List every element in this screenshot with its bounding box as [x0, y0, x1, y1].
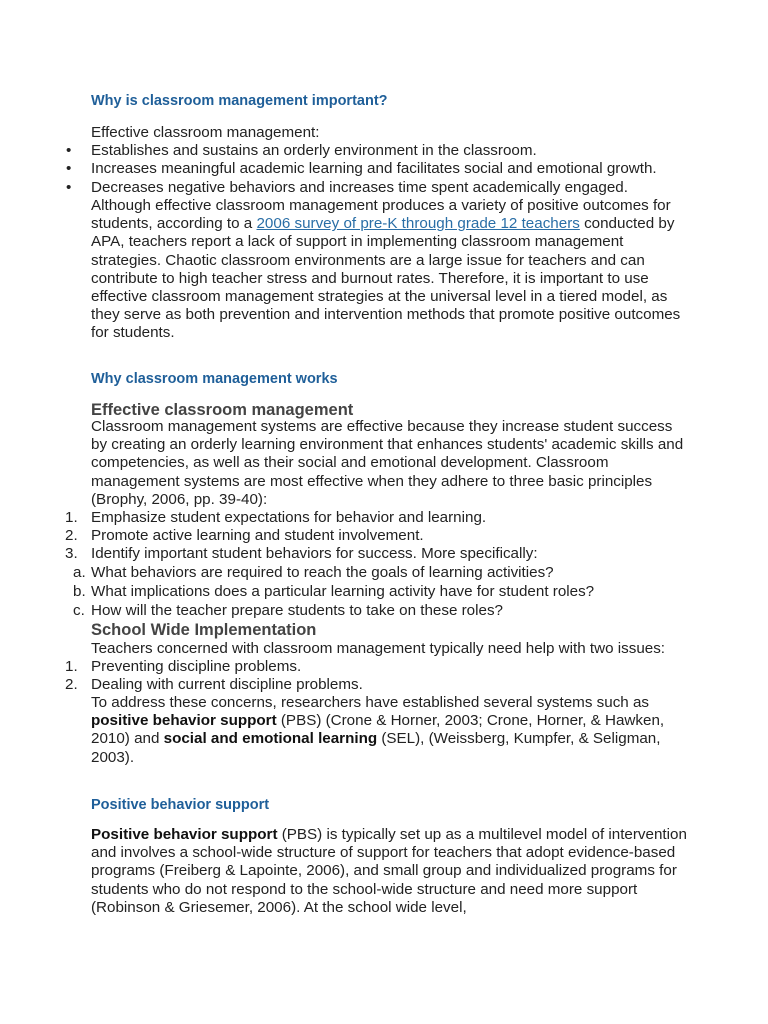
list-text: What implications does a particular learning activity have for student roles? [91, 583, 595, 600]
list-item [0, 160, 768, 178]
issues-intro: Teachers concerned with classroom management typically need help with two issues: [91, 640, 666, 657]
list-text: Identify important student behaviors for success. More specifically: [91, 545, 538, 562]
section-heading-pbs: Positive behavior support [91, 797, 270, 813]
list-item [0, 545, 768, 563]
bullet-icon: • [66, 179, 72, 196]
bold-term-sel: social and emotional learning [163, 730, 378, 748]
list-number: 2. [65, 527, 78, 544]
list-item [0, 527, 768, 545]
bold-term-pbs: Positive behavior support [91, 826, 278, 843]
apa-survey-paragraph [91, 197, 686, 343]
list-letter: c. [73, 602, 85, 619]
bullet-text: Establishes and sustains an orderly environment in the classroom. [91, 142, 537, 159]
list-item [0, 179, 768, 197]
section-heading-importance: Why is classroom management important? [91, 93, 388, 109]
list-text: Preventing discipline problems. [91, 658, 302, 675]
subheading-effective-management: Effective classroom management [91, 401, 354, 419]
list-text: Promote active learning and student involvement. [91, 527, 424, 544]
list-letter: a. [73, 564, 86, 581]
list-text: How will the teacher prepare students to take on these roles? [91, 602, 503, 619]
paragraph-text: conducted by APA, teachers report a lack of support in implementing classroom management strategies. Chaotic classroom environments are a large issue for teachers and can contribute to high teacher stress and burnout rates. Therefore, it is important to use effective classroom management strategies at the universal level in a tiered model, as they serve as both prevention and intervention methods that promote positive outcomes for students. [91, 215, 681, 342]
list-item [0, 564, 768, 582]
paragraph-text: (SEL), (Weissberg, Kumpfer, & Seligman, 2003). [91, 730, 661, 766]
list-item [0, 602, 768, 620]
bullet-text: Decreases negative behaviors and increases time spent academically engaged. [91, 179, 628, 196]
bullet-icon: • [66, 142, 72, 159]
section-heading-works: Why classroom management works [91, 371, 338, 387]
bullet-icon: • [66, 160, 72, 177]
bullet-text: Increases meaningful academic learning and facilitates social and emotional growth. [91, 160, 657, 177]
list-item [0, 509, 768, 527]
paragraph-text: To address these concerns, researchers have established several systems such as [91, 694, 649, 711]
list-letter: b. [73, 583, 86, 600]
list-number: 2. [65, 676, 78, 693]
systems-paragraph [91, 694, 671, 767]
survey-link[interactable]: 2006 survey of pre-K through grade 12 teachers [256, 215, 580, 233]
list-text: What behaviors are required to reach the goals of learning activities? [91, 564, 554, 581]
intro-text: Effective classroom management: [91, 124, 320, 141]
list-text: Emphasize student expectations for behavior and learning. [91, 509, 487, 526]
list-text: Dealing with current discipline problems. [91, 676, 363, 693]
list-item [0, 583, 768, 601]
paragraph-text: (PBS) (Crone & Horner, 2003; Crone, Horner, & Hawken, 2010) and [91, 712, 665, 748]
list-item [0, 658, 768, 676]
list-item [0, 676, 768, 694]
pbs-paragraph [91, 826, 689, 917]
list-number: 1. [65, 658, 78, 675]
list-number: 1. [65, 509, 78, 526]
paragraph-text: Although effective classroom management produces a variety of positive outcomes for students, according to a [91, 197, 671, 233]
list-number: 3. [65, 545, 78, 562]
paragraph-text: (PBS) is typically set up as a multilevel model of intervention and involves a school-wide structure of support for teachers that adopt evidence-based programs (Freiberg & Lapointe, 2006), and small group and individualized programs for students who do not respond to the school-wide structure and need more support (Robinson & Griesemer, 2006). At the school wide level, [91, 826, 687, 916]
principles-paragraph: Classroom management systems are effective because they increase student success by creating an orderly learning environment that enhances students' academic skills and competencies, as well as their social and emotional development. Classroom management systems are most effective when they adhere to three basic principles (Brophy, 2006, pp. 39-40): [91, 418, 684, 508]
subheading-school-wide: School Wide Implementation [91, 621, 317, 639]
list-item [0, 142, 768, 160]
bold-term-pbs: positive behavior support [91, 712, 277, 730]
